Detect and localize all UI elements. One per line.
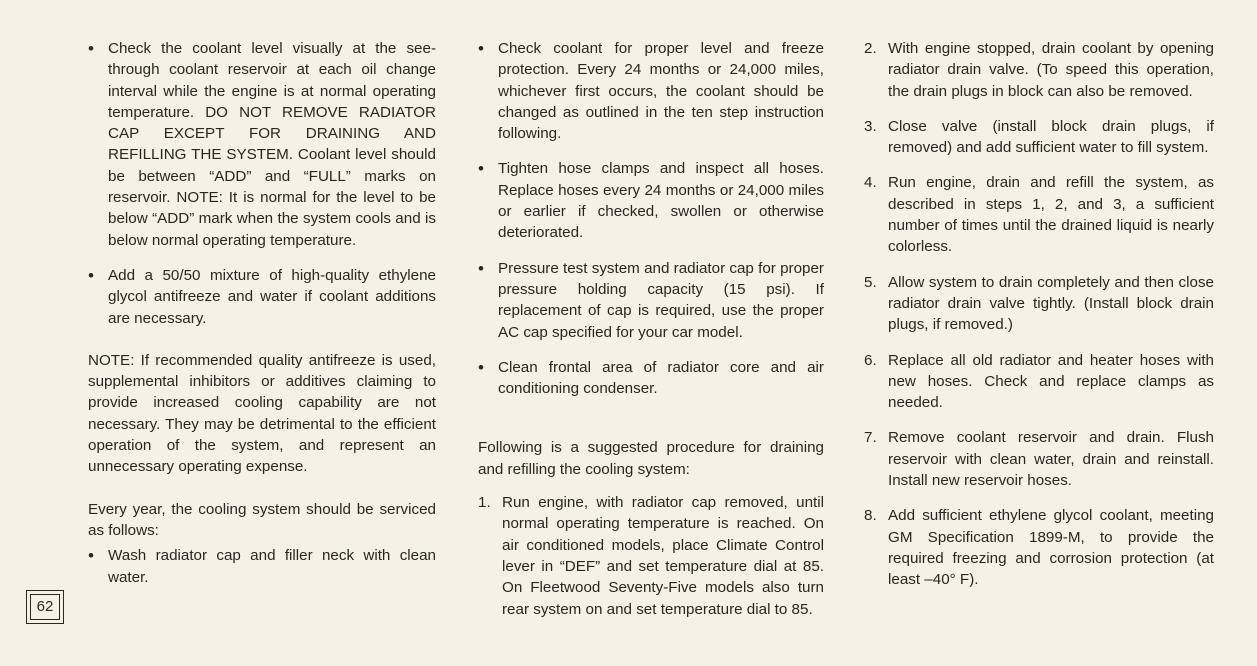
bullet-tighten-hose-clamps: • Tighten hose clamps and inspect all hoses. Replace hoses every 24 months or 24,000 miles or earlier if checked, swollen or otherwise deteriorated.	[478, 158, 824, 243]
step-4-text: Run engine, drain and refill the system, as described in steps 1, 2, and 3, a sufficient number of times until the drained liquid is nearly colorless.	[888, 174, 1214, 256]
bullet-wash-cap: • Wash radiator cap and filler neck with clean water.	[88, 545, 436, 588]
step-2	[864, 38, 1214, 102]
step-3-text: Close valve (install block drain plugs, if removed) and add sufficient water to fill system.	[888, 117, 1214, 157]
bullet-check-coolant-level: • Check the coolant level visually at the see-through coolant reservoir at each oil change interval while the engine is at normal operating temperature. DO NOT REMOVE RADIATOR CAP EXCEPT FOR DRAINING AND REFILLING THE SYSTEM. Coolant level should be between “ADD” and “FULL” marks on reservoir. NOTE: It is normal for the level to be below “ADD” mark when the system cools and is below normal operating temperature.	[88, 38, 436, 251]
procedure-intro: Following is a suggested procedure for draining and refilling the cooling system:	[478, 439, 824, 478]
bullet-clean-frontal-area: • Clean frontal area of radiator core and air conditioning condenser.	[478, 357, 824, 400]
step-7-text: Remove coolant reservoir and drain. Flush reservoir with clean water, drain and reinstall. Install new reservoir hoses.	[888, 429, 1214, 490]
step-6-text: Replace all old radiator and heater hoses with new hoses. Check and replace clamps as needed.	[888, 351, 1214, 412]
step-8-number: 8.	[864, 507, 877, 525]
step-4-number: 4.	[864, 174, 877, 192]
column-middle	[478, 38, 824, 620]
column-left	[88, 38, 436, 588]
step-2-number: 2.	[864, 40, 877, 57]
step-1-number: 1.	[478, 494, 491, 512]
step-5-number: 5.	[864, 273, 877, 291]
step-8	[864, 505, 1214, 590]
every-year-intro: Every year, the cooling system should be serviced as follows:	[88, 500, 436, 539]
bullet-check-coolant-protection: • Check coolant for proper level and freeze protection. Every 24 months or 24,000 miles, whichever first occurs, the coolant should be changed as outlined in the ten step instruction following.	[478, 38, 824, 144]
bullet-add-mixture: • Add a 50/50 mixture of high-quality ethylene glycol antifreeze and water if coolant additions are necessary.	[88, 265, 436, 329]
step-5	[864, 272, 1214, 336]
step-3-number: 3.	[864, 117, 877, 135]
step-6-number: 6.	[864, 351, 877, 369]
column-right	[864, 38, 1214, 591]
step-1-text: Run engine, with radiator cap removed, until normal operating temperature is reached. On air conditioned models, place Climate Control lever in “DEF” and set temperature dial at 85. On Fleetwood Seventy-Five models also turn rear system on and set temperature dial to 85.	[502, 494, 824, 618]
step-1	[478, 492, 824, 620]
step-5-text: Allow system to drain completely and then close radiator drain valve tightly. (Install block drain plugs, if removed.)	[888, 273, 1214, 334]
step-6	[864, 350, 1214, 414]
step-8-text: Add sufficient ethylene glycol coolant, meeting GM Specification 1899-M, to provide the required freezing and corrosion protection (at least –40° F).	[888, 507, 1214, 589]
step-2-text: With engine stopped, drain coolant by opening radiator drain valve. (To speed this operation, the drain plugs in block can also be removed.	[888, 40, 1214, 100]
page-number: 62	[30, 594, 60, 620]
step-7-number: 7.	[864, 429, 877, 447]
step-4	[864, 172, 1214, 257]
bullet-pressure-test: • Pressure test system and radiator cap for proper pressure holding capacity (15 psi). If replacement of cap is required, use the proper AC cap specified for your car model.	[478, 258, 824, 343]
step-3	[864, 116, 1214, 159]
note-antifreeze: NOTE: If recommended quality antifreeze is used, supplemental inhibitors or additives claiming to provide increased cooling capability are not necessary. They may be detrimental to the efficient operation of the system, and represent an unnecessary operating expense.	[88, 351, 436, 476]
step-7	[864, 427, 1214, 491]
